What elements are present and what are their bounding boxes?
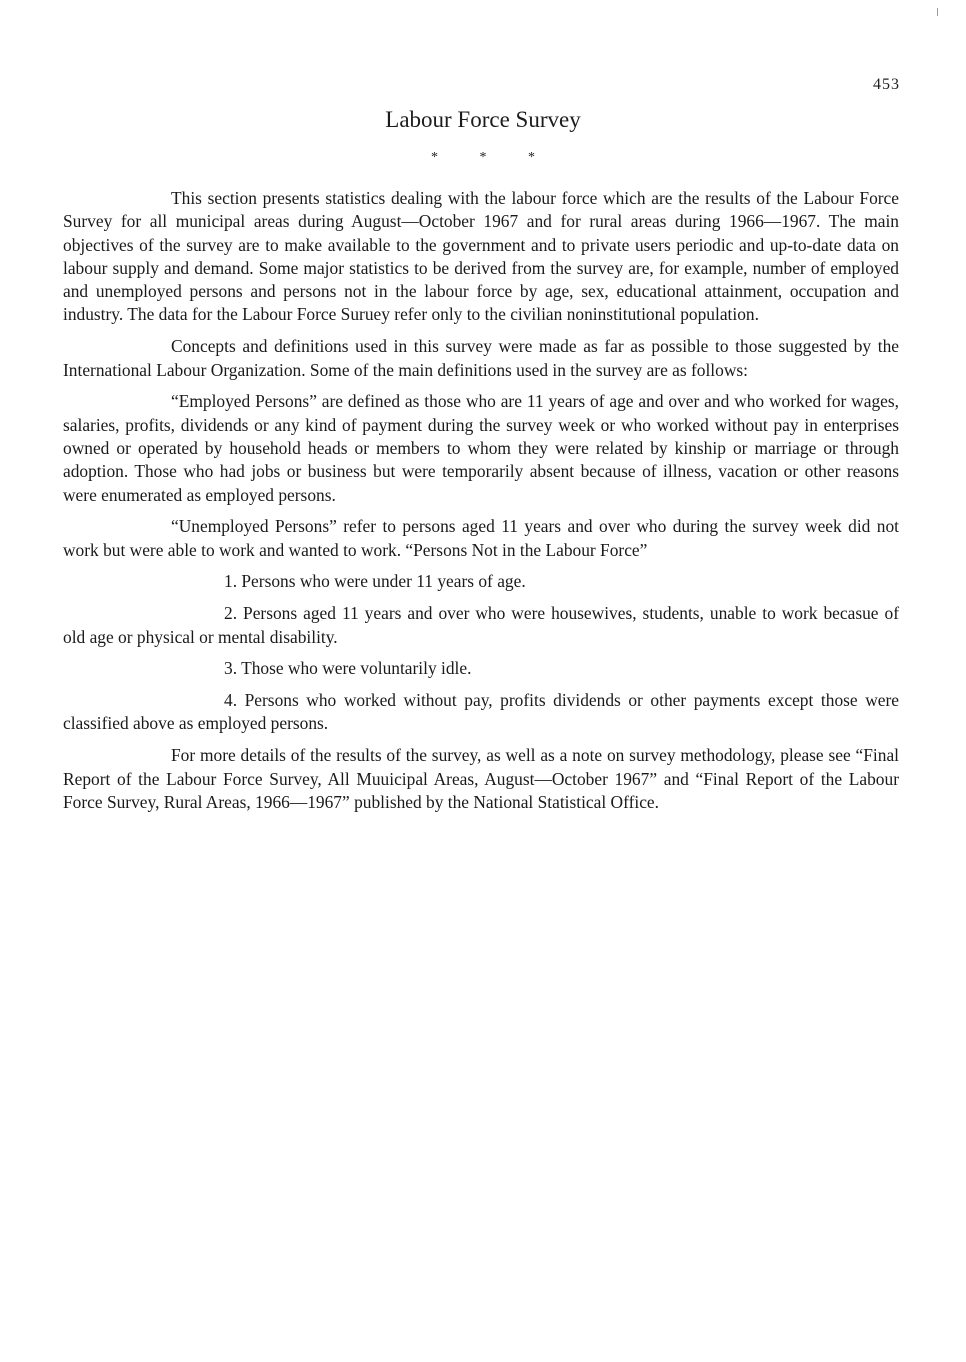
list-item: 4. Persons who worked without pay, profits dividends or other payments except those were classified above as employed persons. (63, 690, 899, 734)
scan-edge-mark (937, 8, 938, 16)
intro-paragraph: This section presents statistics dealing with the labour force which are the results of the Labour Force Survey for all municipal areas during August—October 1967 and for rural areas during 1966—1967. The main objectives of the survey are to make available to the government and to private users periodic and up-to-date data on labour supply and demand. Some major statistics to be derived from the survey are, for example, number of employed and unemployed persons and persons not in the labour force by age, sex, educational attainment, occupation and industry. The data for the Labour Force Suruey refer only to the civilian noninstitutional population. (63, 188, 899, 325)
more-details-paragraph: For more details of the results of the survey, as well as a note on survey methodology, please see “Final Report of the Labour Force Survey, All Muuicipal Areas, August—October 1967” and “Final Report of the Labour Force Survey, Rural Areas, 1966—1967” published by the National Statistical Office. (63, 745, 899, 812)
body-text (63, 187, 899, 823)
list-item: 2. Persons aged 11 years and over who were housewives, students, unable to work becasue of old age or physical or mental disability. (63, 603, 899, 647)
list-item: 3. Those who were voluntarily idle. (224, 658, 472, 679)
page-number: 453 (873, 76, 900, 93)
unemployed-definition-paragraph: “Unemployed Persons” refer to persons aged 11 years and over who during the survey week did not work but were able to work and wanted to work. “Persons Not in the Labour Force” (63, 516, 899, 560)
section-separator: * * * (431, 150, 535, 165)
list-item: 1. Persons who were under 11 years of age. (224, 571, 526, 592)
employed-definition-paragraph: “Employed Persons” are defined as those who are 11 years of age and over and who worked for wages, salaries, profits, dividends or any kind of payment during the survey week or who worked without pay in enterprises owned or operated by household heads or members to whom they were related by kinship or marriage or through adoption. Those who had jobs or business but were temporarily absent because of illness, vacation or other reasons were enumerated as employed persons. (63, 391, 899, 505)
page-title: Labour Force Survey (385, 107, 581, 132)
concepts-paragraph: Concepts and definitions used in this survey were made as far as possible to those suggested by the International Labour Organization. Some of the main definitions used in the survey are as follows: (63, 336, 899, 380)
